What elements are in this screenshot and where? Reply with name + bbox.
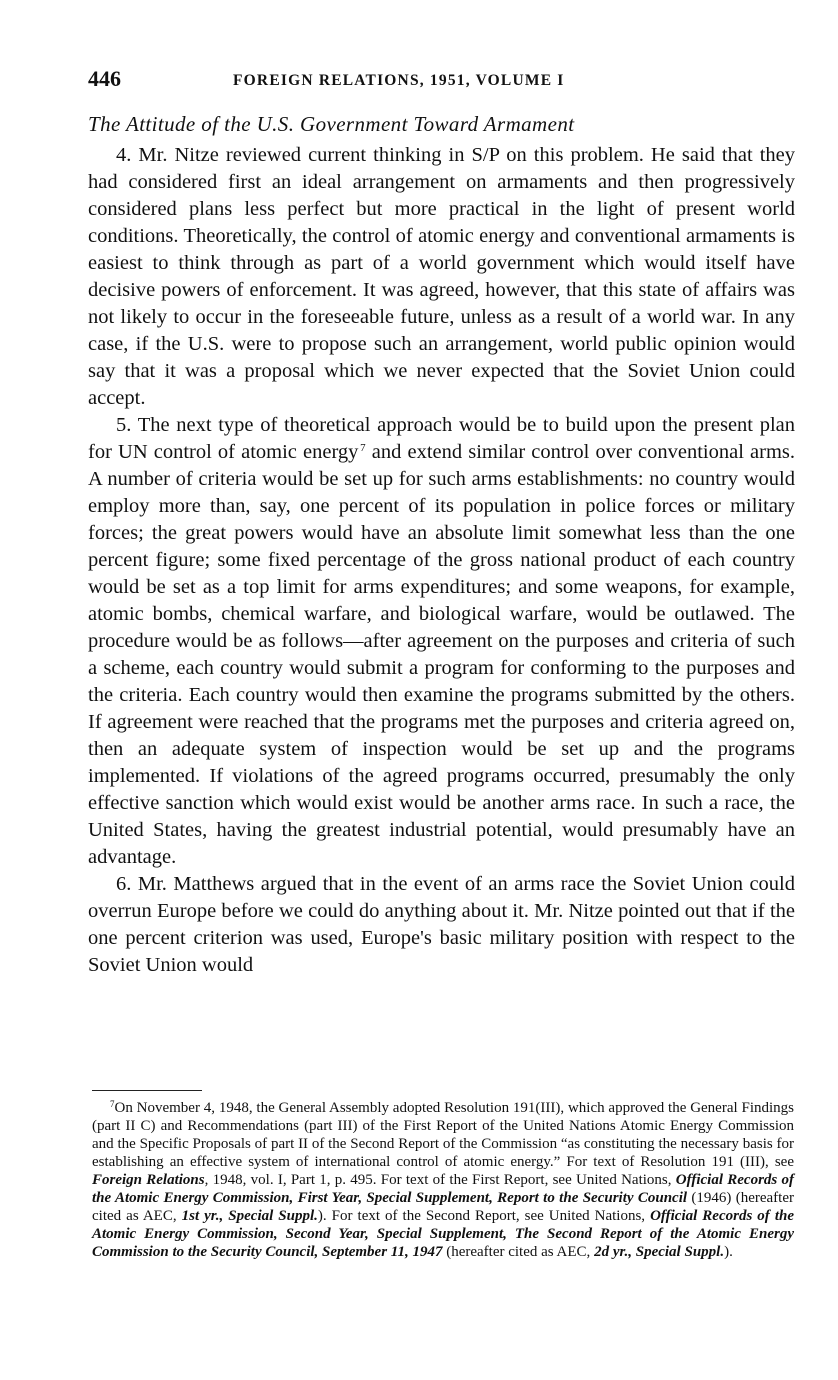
paragraph-5 <box>88 412 795 871</box>
footnote-divider <box>92 1090 202 1091</box>
paragraph-4: 4. Mr. Nitze reviewed current thinking in S/P on this problem. He said that they had considered first an ideal arrangement on armaments and then progressively considered plans less perfect but more practical in the light of present world conditions. Theoretically, the control of atomic energy and conventional armaments is easiest to think through as part of a world government which would itself have decisive powers of enforcement. It was agreed, however, that this state of affairs was not likely to occur in the foreseeable future, unless as a result of a world war. In any case, if the U.S. were to propose such an arrangement, world public opinion would say that it was a proposal which we never expected that the Soviet Union could accept. <box>88 144 795 409</box>
footnote-part: (1946) (hereafter cited as AEC, <box>92 1190 794 1224</box>
footnote-marker: 7 <box>110 1099 115 1109</box>
page-header <box>88 66 792 96</box>
running-head: FOREIGN RELATIONS, 1951, VOLUME I <box>233 72 565 89</box>
paragraph-6: 6. Mr. Matthews argued that in the event of an arms race the Soviet Union could overrun Europe before we could do anything about it. Mr. Nitze pointed out that if the one percent criterion was used, Europe's basic military position with respect to the Soviet Union would <box>88 873 795 976</box>
paragraph-5-text-b: and extend similar control over conventional arms. A number of criteria would be set up for such arms establishments: no country would employ more than, say, one percent of its population in police forces or military forces; the great powers would have an absolute limit somewhat less than the one percent figure; some fixed percentage of the gross national product of each country would be set as a top limit for arms expenditures; and some weapons, for example, atomic bombs, chemical warfare, and biological warfare, would be outlawed. The procedure would be as follows—after agreement on the purposes and criteria of such a scheme, each country would submit a program for conforming to the purposes and the criteria. Each country would then examine the programs submitted by the others. If agreement were reached that the programs met the purposes and criteria agreed on, then an adequate system of inspection would be set up and the programs implemented. If violations of the agreed programs occurred, presumably the only effective sanction which would exist would be another arms race. In such a race, the United States, having the greatest industrial potential, would presumably have an advantage. <box>88 441 795 868</box>
page-number: 446 <box>88 66 121 91</box>
section-title: The Attitude of the U.S. Government Toward Armament <box>88 112 575 136</box>
footnote-reference[interactable]: 7 <box>360 442 366 454</box>
footnote-part: ). <box>724 1244 733 1260</box>
footnote-part: , 1948, vol. I, Part 1, p. 495. For text of the First Report, see United Nations, <box>204 1172 676 1188</box>
paragraph-5-text-a: 5. The next type of theoretical approach would be to build upon the present plan for UN control of atomic energy <box>88 414 795 463</box>
footnote-citation: Foreign Relations <box>92 1172 205 1188</box>
footnote-part: ). For text of the Second Report, see United Nations, <box>317 1208 651 1224</box>
footnote-part: On November 4, 1948, the General Assembly adopted Resolution 191(III), which approved the General Findings (part II C) and Recommendations (part III) of the First Report of the United Nations Atomic Energy Commission and the Specific Proposals of part II of the Second Report of the Commission “as constituting the necessary basis for establishing an effective system of international control of atomic energy.” For text of Resolution 191 (III), see <box>92 1100 794 1170</box>
footnote-citation: Official Records of the Atomic Energy Commission, First Year, Special Supplement, Report to the Security Council <box>92 1172 795 1206</box>
footnote-text <box>92 1099 794 1261</box>
footnote-citation: 2d yr., Special Suppl. <box>594 1244 725 1260</box>
footnote <box>92 1099 794 1261</box>
footnote-citation: 1st yr., Special Suppl. <box>181 1208 318 1224</box>
footnote-citation: Official Records of the Atomic Energy Commission, Second Year, Special Supplement, The Second Report of the Atomic Energy Commission to the Security Council, September 11, 1947 <box>92 1208 794 1260</box>
footnote-part: (hereafter cited as AEC, <box>442 1244 595 1260</box>
body-text <box>88 142 795 979</box>
